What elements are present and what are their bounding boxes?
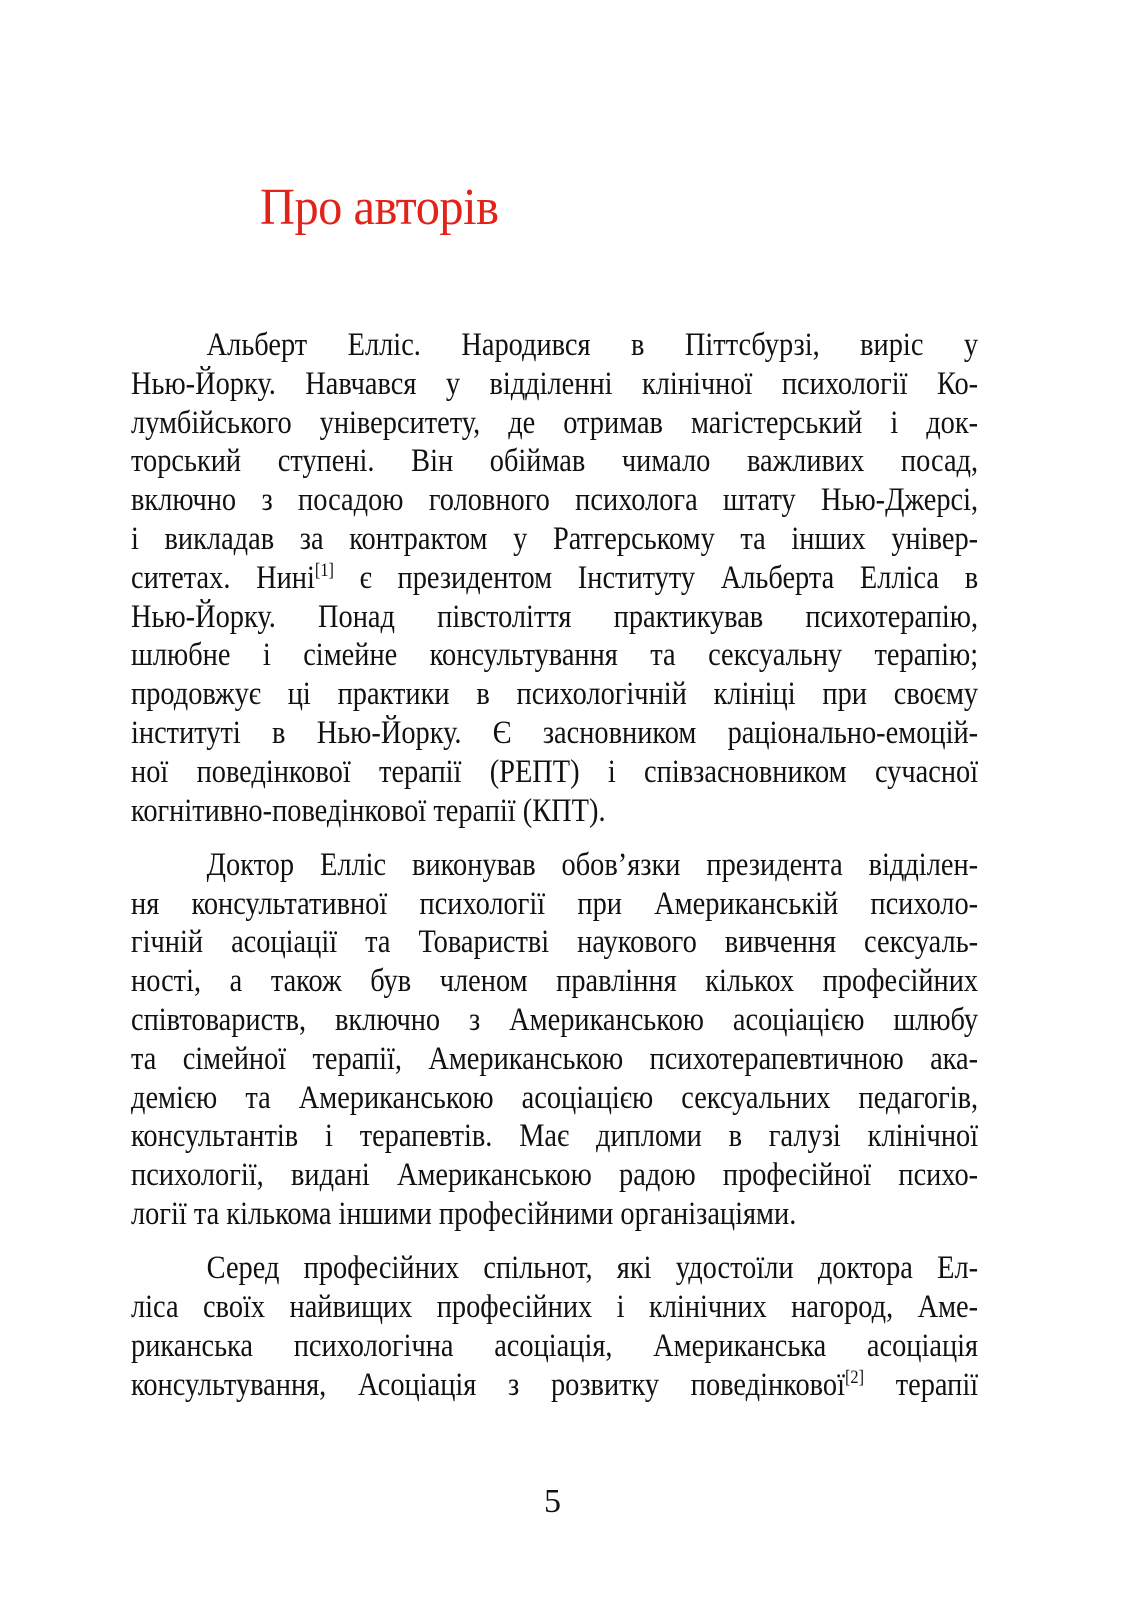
text-line — [131, 1366, 978, 1405]
text-line: ності, а також був членом правління кількох професійних — [131, 963, 979, 1000]
footnote-marker[interactable]: [1] — [314, 559, 334, 581]
text-line: Альберт Елліс. Народився в Піттсбурзі, виріс у — [206, 327, 979, 363]
text-line: торський ступені. Він обіймав чимало важливих посад, — [131, 443, 979, 480]
text-line: Нью-Йорку. Навчався у відділенні клінічної психології Ко- — [131, 365, 979, 402]
footnote-marker[interactable]: [2] — [844, 1366, 865, 1388]
text-line — [131, 559, 978, 598]
page-number: 5 — [544, 1483, 561, 1520]
text-line: лумбійського університету, де отримав магістерський і док- — [131, 404, 979, 441]
line-text: консультування, Асоціація з розвитку поведінкової — [131, 1366, 845, 1403]
line-text: є президентом Інституту Альберта Елліса в — [333, 559, 979, 596]
text-line: включно з посадою головного психолога штату Нью-Джерсі, — [131, 482, 979, 519]
text-line: інституті в Нью-Йорку. Є засновником раціонально-емоцій- — [131, 714, 979, 751]
text-line: ної поведінкової терапії (РЕПТ) і співзасновником сучасної — [131, 753, 979, 790]
text-line: психології, видані Американською радою професійної психо- — [131, 1157, 979, 1194]
text-line: гічній асоціації та Товаристві наукового вивчення сексуаль- — [131, 924, 979, 961]
text-line: ліса своїх найвищих професійних і клінічних нагород, Аме- — [131, 1289, 979, 1326]
text-line: консультантів і терапевтів. Має дипломи в галузі клінічної — [131, 1118, 979, 1155]
text-line: та сімейної терапії, Американською психотерапевтичною ака- — [131, 1040, 979, 1077]
text-line: Нью-Йорку. Понад півстоліття практикував психотерапію, — [131, 598, 979, 635]
page-title: Про авторів — [260, 179, 499, 236]
paragraph — [131, 1249, 978, 1404]
text-line: риканська психологічна асоціація, Американська асоціація — [131, 1327, 979, 1364]
text-line: співтовариств, включно з Американською асоціацією шлюбу — [131, 1002, 979, 1039]
text-line: логії та кількома іншими професійними організаціями. — [131, 1196, 797, 1233]
text-line: ня консультативної психології при Американській психоло- — [131, 885, 979, 922]
text-line: Доктор Елліс виконував обов’язки президента відділен- — [206, 846, 979, 883]
text-line: демією та Американською асоціацією сексуальних педагогів, — [131, 1079, 979, 1116]
text-line: когнітивно-поведінкової терапії (КПТ). — [131, 792, 606, 829]
paragraph — [131, 326, 978, 830]
text-line: шлюбне і сімейне консультування та сексуальну терапію; — [131, 637, 979, 674]
body-text — [131, 326, 978, 1420]
text-line: і викладав за контрактом у Ратгерському та інших універ- — [131, 520, 979, 557]
text-line: Серед професійних спільнот, які удостоїли доктора Ел- — [206, 1250, 979, 1287]
paragraph — [131, 846, 978, 1234]
text-line: продовжує ці практики в психологічній клініці при своєму — [131, 676, 979, 713]
line-text: терапії — [864, 1366, 979, 1403]
line-text: ситетах. Нині — [131, 559, 315, 596]
